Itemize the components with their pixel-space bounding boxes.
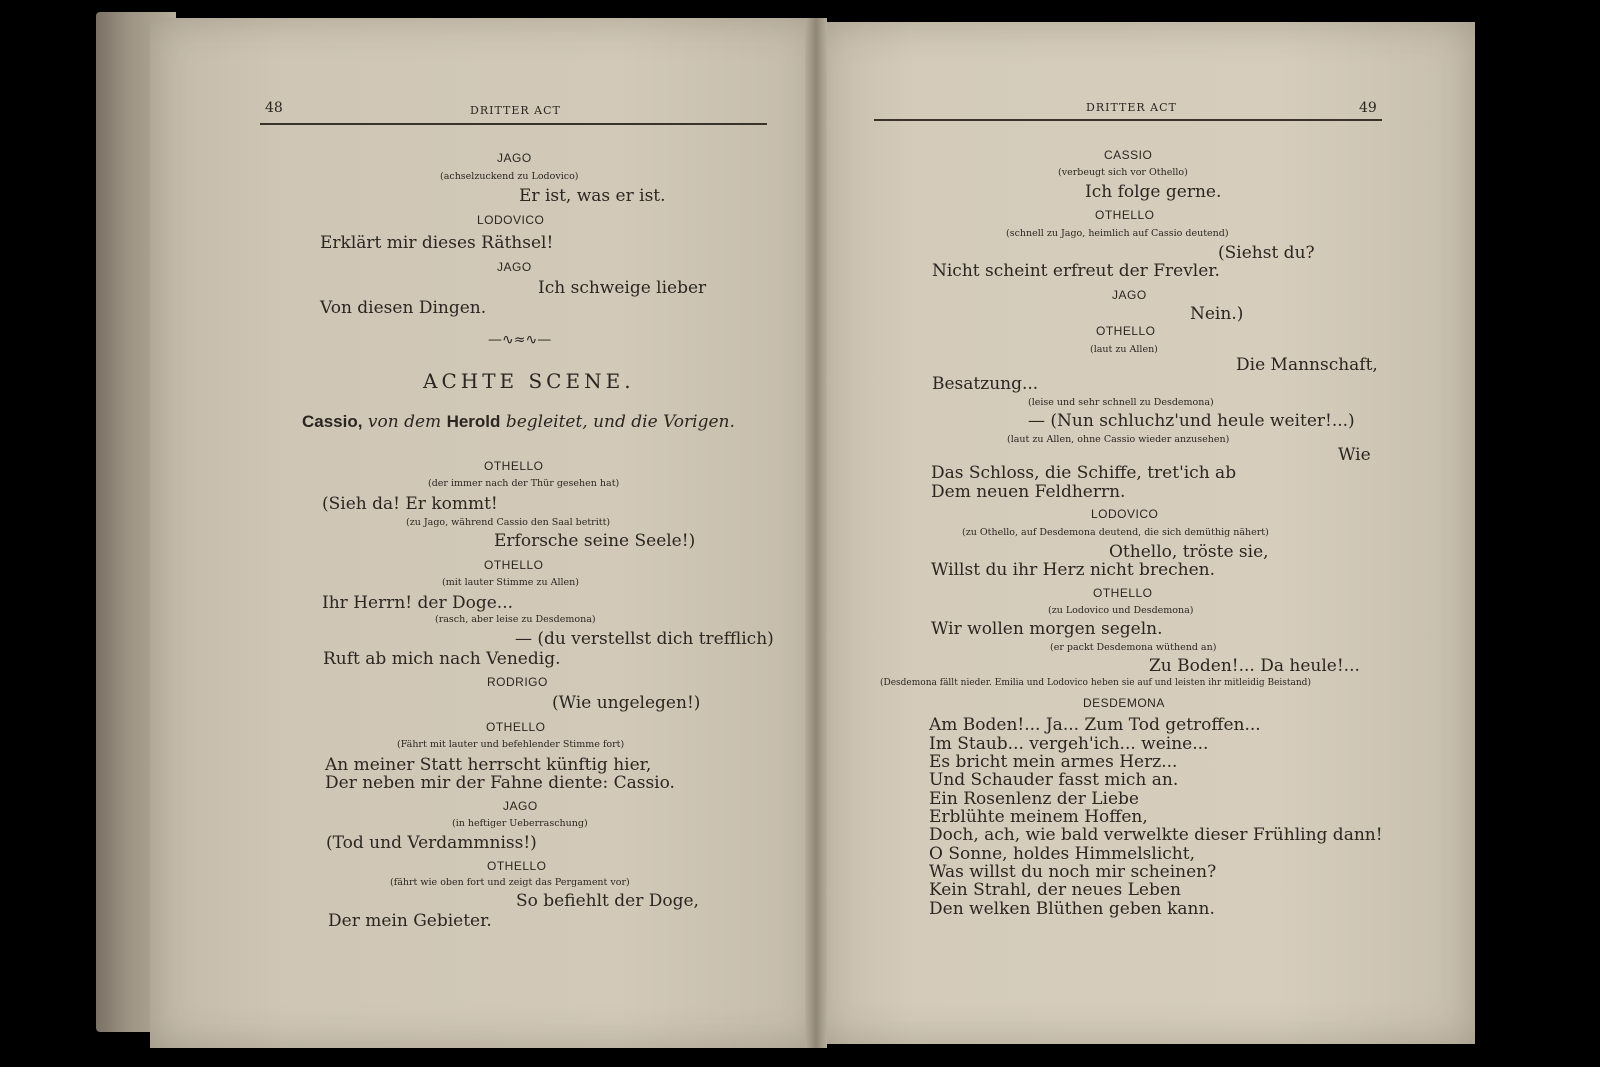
verse-line: Nicht scheint erfreut der Frevler.	[932, 261, 1220, 281]
verse-line: Wir wollen morgen segeln.	[931, 619, 1163, 639]
verse-line: Was willst du noch mir scheinen?	[929, 862, 1217, 882]
verse-line: Othello, tröste sie,	[1109, 542, 1269, 562]
verse-line: Zu Boden!... Da heule!...	[1149, 656, 1360, 676]
stage-direction: (mit lauter Stimme zu Allen)	[442, 577, 579, 588]
speaker-name: OTHELLO	[1093, 586, 1153, 600]
left-header-rule	[260, 123, 767, 125]
speaker-name: OTHELLO	[1095, 208, 1155, 222]
cast-name: Herold	[446, 412, 501, 431]
stage-direction: (zu Othello, auf Desdemona deutend, die sich demüthig nähert)	[962, 527, 1269, 538]
stage-direction: (zu Lodovico und Desdemona)	[1048, 605, 1194, 616]
stage-direction: (laut zu Allen, ohne Cassio wieder anzusehen)	[1007, 434, 1230, 445]
verse-line: Der neben mir der Fahne diente: Cassio.	[325, 773, 675, 793]
speaker-name: CASSIO	[1104, 148, 1153, 162]
verse-line: So befiehlt der Doge,	[516, 891, 699, 911]
cast-name: Cassio,	[302, 412, 363, 431]
right-running-head: DRITTER ACT	[1086, 101, 1177, 114]
verse-line: Und Schauder fasst mich an.	[929, 770, 1179, 790]
speaker-name: JAGO	[1112, 288, 1147, 302]
cast-text: begleitet, und die Vorigen.	[505, 412, 735, 432]
speaker-name: JAGO	[497, 260, 532, 274]
verse-line: Den welken Blüthen geben kann.	[929, 899, 1215, 919]
stage-direction: (der immer nach der Thür gesehen hat)	[428, 478, 620, 489]
verse-line: Es bricht mein armes Herz...	[929, 752, 1178, 772]
speaker-name: OTHELLO	[484, 558, 544, 572]
verse-line: (Sieh da! Er kommt!	[322, 494, 498, 514]
speaker-name: LODOVICO	[1091, 507, 1159, 521]
book-gutter	[805, 18, 827, 1048]
speaker-name: RODRIGO	[487, 675, 548, 689]
stage-direction: (achselzuckend zu Lodovico)	[440, 171, 579, 182]
verse-line: Nein.)	[1190, 304, 1244, 324]
stage-direction: (leise und sehr schnell zu Desdemona)	[1028, 397, 1214, 408]
stage-direction: (schnell zu Jago, heimlich auf Cassio deutend)	[1006, 228, 1229, 239]
stage-direction: (verbeugt sich vor Othello)	[1058, 167, 1188, 178]
stage-direction: (in heftiger Ueberraschung)	[452, 818, 588, 829]
stage-direction: (rasch, aber leise zu Desdemona)	[435, 614, 596, 625]
speaker-name: JAGO	[497, 151, 532, 165]
speaker-name: OTHELLO	[487, 859, 547, 873]
right-page-number: 49	[1359, 100, 1377, 116]
stage-direction: (fährt wie oben fort und zeigt das Pergament vor)	[390, 877, 630, 888]
verse-line: Dem neuen Feldherrn.	[931, 482, 1126, 502]
speaker-name: LODOVICO	[477, 213, 545, 227]
verse-line: Am Boden!... Ja... Zum Tod getroffen...	[929, 715, 1261, 735]
ornament-divider: —∿≈∿—	[488, 332, 552, 348]
speaker-name: JAGO	[503, 799, 538, 813]
verse-line: O Sonne, holdes Himmelslicht,	[929, 844, 1195, 864]
left-running-head: DRITTER ACT	[470, 104, 561, 117]
verse-line: — (Nun schluchz'und heule weiter!...)	[1028, 411, 1355, 431]
cast-text: von dem	[367, 412, 442, 432]
verse-line: Von diesen Dingen.	[320, 298, 487, 318]
stage-direction: (Desdemona fällt nieder. Emilia und Lodovico heben sie auf und leisten ihr mitleidig Beistand)	[880, 678, 1311, 688]
verse-line: Kein Strahl, der neues Leben	[929, 880, 1181, 900]
speaker-name: DESDEMONA	[1083, 696, 1165, 710]
verse-line: Erblühte meinem Hoffen,	[929, 807, 1148, 827]
verse-line: (Wie ungelegen!)	[552, 693, 701, 713]
speaker-name: OTHELLO	[484, 459, 544, 473]
stage-direction: (laut zu Allen)	[1090, 344, 1158, 355]
stage-direction: (Fährt mit lauter und befehlender Stimme fort)	[397, 739, 625, 750]
verse-line: An meiner Statt herrscht künftig hier,	[325, 755, 652, 775]
verse-line: Besatzung...	[932, 374, 1039, 394]
scene-cast	[302, 412, 735, 432]
verse-line: Willst du ihr Herz nicht brechen.	[931, 560, 1216, 580]
verse-line: Ihr Herrn! der Doge...	[322, 593, 514, 613]
verse-line: Erforsche seine Seele!)	[494, 531, 696, 551]
verse-line: — (du verstellst dich trefflich)	[515, 629, 774, 649]
verse-line: Das Schloss, die Schiffe, tret'ich ab	[931, 463, 1237, 483]
speaker-name: OTHELLO	[486, 720, 546, 734]
verse-line: Wie	[1338, 445, 1371, 465]
verse-line: Ruft ab mich nach Venedig.	[323, 649, 561, 669]
verse-line: Im Staub... vergeh'ich... weine...	[929, 734, 1209, 754]
verse-line: Ich folge gerne.	[1085, 182, 1222, 202]
right-header-rule	[874, 119, 1382, 121]
speaker-name: OTHELLO	[1096, 324, 1156, 338]
verse-line: Die Mannschaft,	[1236, 355, 1378, 375]
scene-title: ACHTE SCENE.	[423, 369, 635, 393]
verse-line: Erklärt mir dieses Räthsel!	[320, 233, 554, 253]
verse-line: Doch, ach, wie bald verwelkte dieser Frühling dann!	[929, 825, 1383, 845]
verse-line: Er ist, was er ist.	[519, 186, 666, 206]
verse-line: (Tod und Verdammniss!)	[326, 833, 537, 853]
verse-line: (Siehst du?	[1218, 243, 1315, 263]
stage-direction: (er packt Desdemona wüthend an)	[1050, 642, 1217, 653]
stage-direction: (zu Jago, während Cassio den Saal betritt)	[406, 517, 611, 528]
verse-line: Ich schweige lieber	[538, 278, 707, 298]
verse-line: Ein Rosenlenz der Liebe	[929, 789, 1139, 809]
left-page-number: 48	[265, 100, 283, 116]
verse-line: Der mein Gebieter.	[328, 911, 492, 931]
